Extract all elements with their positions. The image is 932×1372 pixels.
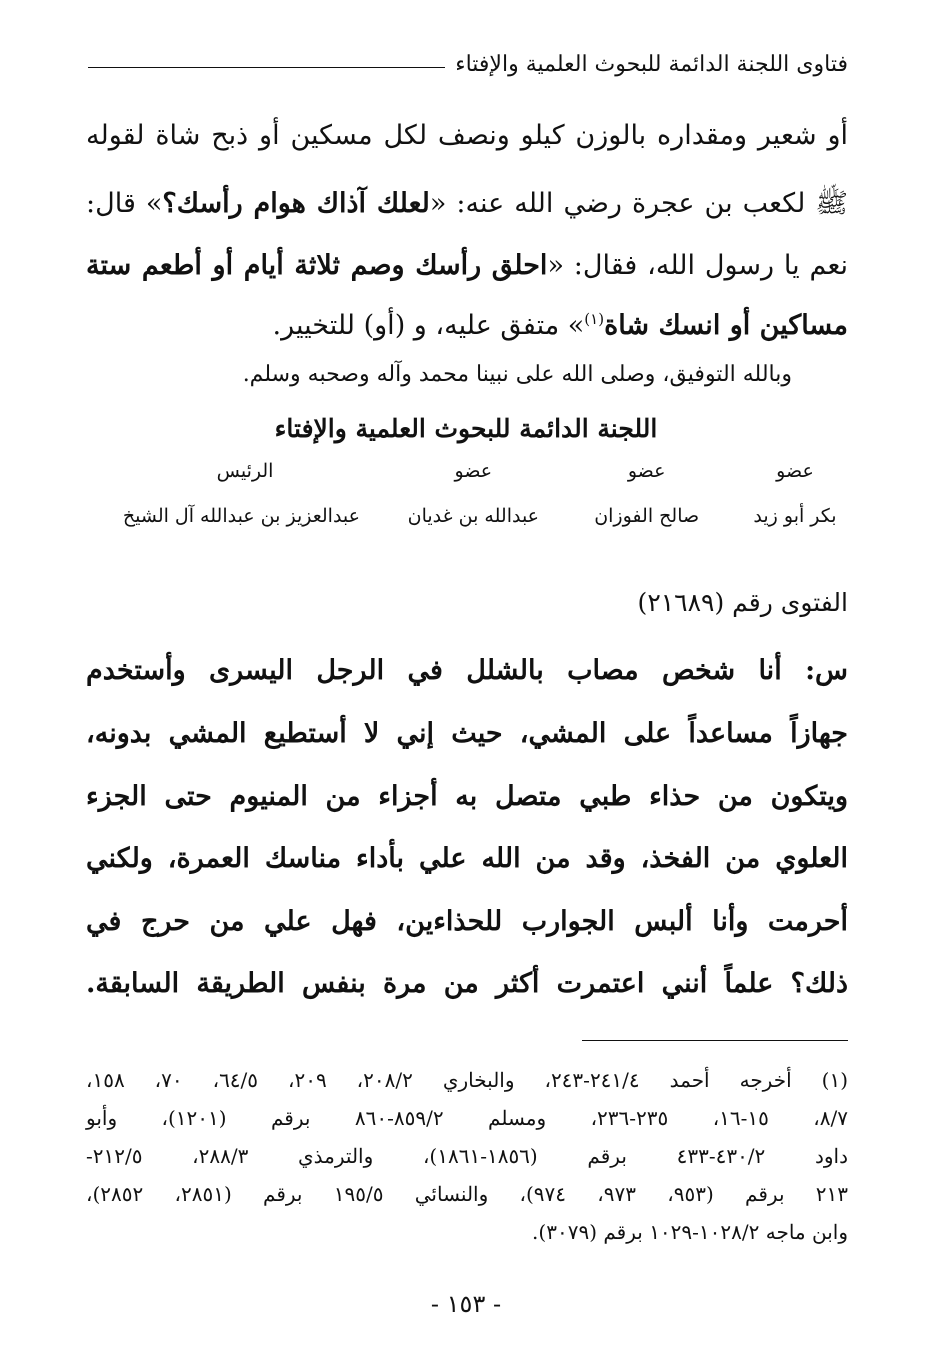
line2-plain: ﷺ لكعب بن عجرة رضي الله عنه: « [429,188,848,219]
footnote-line: وابن ماجه ١٠٢٨/٢-١٠٢٩ برقم (٣٠٧٩). [532,1220,848,1244]
signatory-name: عبدالعزيز بن عبدالله آل الشيخ [122,505,361,527]
footnote-rule [582,1040,848,1041]
footnote-marker: (١) [584,310,605,328]
header-rule [88,67,445,68]
footnote-line: داود ٤٣٠/٢-٤٣٣ برقم (١٨٥٦-١٨٦١)، والترمذي ٢٨٨/٣، ٢١٢/٥- [86,1144,849,1168]
paragraph-line-4 [86,310,848,341]
question-line: ذلك؟ علماً أنني اعتمرت أكثر من مرة بنفس الطريقة السابقة. [86,968,848,999]
paragraph-line-2 [86,186,848,226]
footnote-line: ٢١٣ برقم (٩٥٣، ٩٧٣، ٩٧٤)، والنسائي ١٩٥/٥ برقم (٢٨٥١، ٢٨٥٢)، [86,1182,849,1206]
signatory-name: صالح الفوزان [594,505,700,527]
fatwa-number: الفتوى رقم (٢١٦٨٩) [637,588,848,617]
question-line: س: أنا شخص مصاب بالشلل في الرجل اليسرى وأستخدم [86,655,848,686]
page-number: - ١٥٣ - [430,1290,502,1318]
hadith-quote-2-end: مساكين أو انسك شاة [604,310,848,341]
hadith-quote-2: احلق رأسك وصم ثلاثة أيام أو أطعم ستة [86,250,548,281]
question-line: جهازاً مساعداً على المشي، حيث إني لا أستطيع المشي بدونه، [86,718,848,749]
line2-tail: » قال: [86,188,163,219]
signatory-role: عضو [776,460,814,482]
running-header [88,52,848,77]
signatory-roles [130,460,840,482]
signatory-role: عضو [627,460,666,482]
footnote-line: ٨/٧، ١٥-١٦، ٢٣٥-٢٣٦، ومسلم ٨٥٩/٢-٨٦٠ برقم (١٢٠١)، وأبو [86,1106,848,1130]
paragraph-line-3 [86,250,848,281]
signatory-name: بكر أبو زيد [753,505,837,527]
line4-tail: » متفق عليه، و (أو) للتخيير. [272,310,585,341]
signatory-name: عبدالله بن غديان [407,505,540,527]
footnote-line: (١) أخرجه أحمد ٢٤١/٤-٢٤٣، والبخاري ٢٠٨/٢، ٢٠٩، ٦٤/٥، ٧٠، ١٥٨، [86,1068,848,1092]
closing-formula: وبالله التوفيق، وصلى الله على نبينا محمد وآله وصحبه وسلم. [242,362,792,387]
running-header-title: فتاوى اللجنة الدائمة للبحوث العلمية والإفتاء [455,52,848,77]
paragraph-line-1: أو شعير ومقداره بالوزن كيلو ونصف لكل مسكين أو ذبح شاة لقوله [86,120,848,151]
question-line: العلوي من الفخذ، وقد من الله علي بأداء مناسك العمرة، ولكني [86,843,848,874]
hadith-quote-1: لعلك آذاك هوام رأسك؟ [162,188,430,219]
signatory-role: عضو [454,460,493,482]
committee-title: اللجنة الدائمة للبحوث العلمية والإفتاء [274,414,658,443]
line3-plain: نعم يا رسول الله، فقال: « [547,250,848,281]
question-line: أحرمت وأنا ألبس الجوارب للحذاءين، فهل علي من حرج في [86,906,848,937]
signatory-names [122,505,840,527]
signatory-role: الرئيس [216,460,274,482]
question-line: ويتكون من حذاء طبي متصل به أجزاء من المنيوم حتى الجزء [86,781,848,812]
